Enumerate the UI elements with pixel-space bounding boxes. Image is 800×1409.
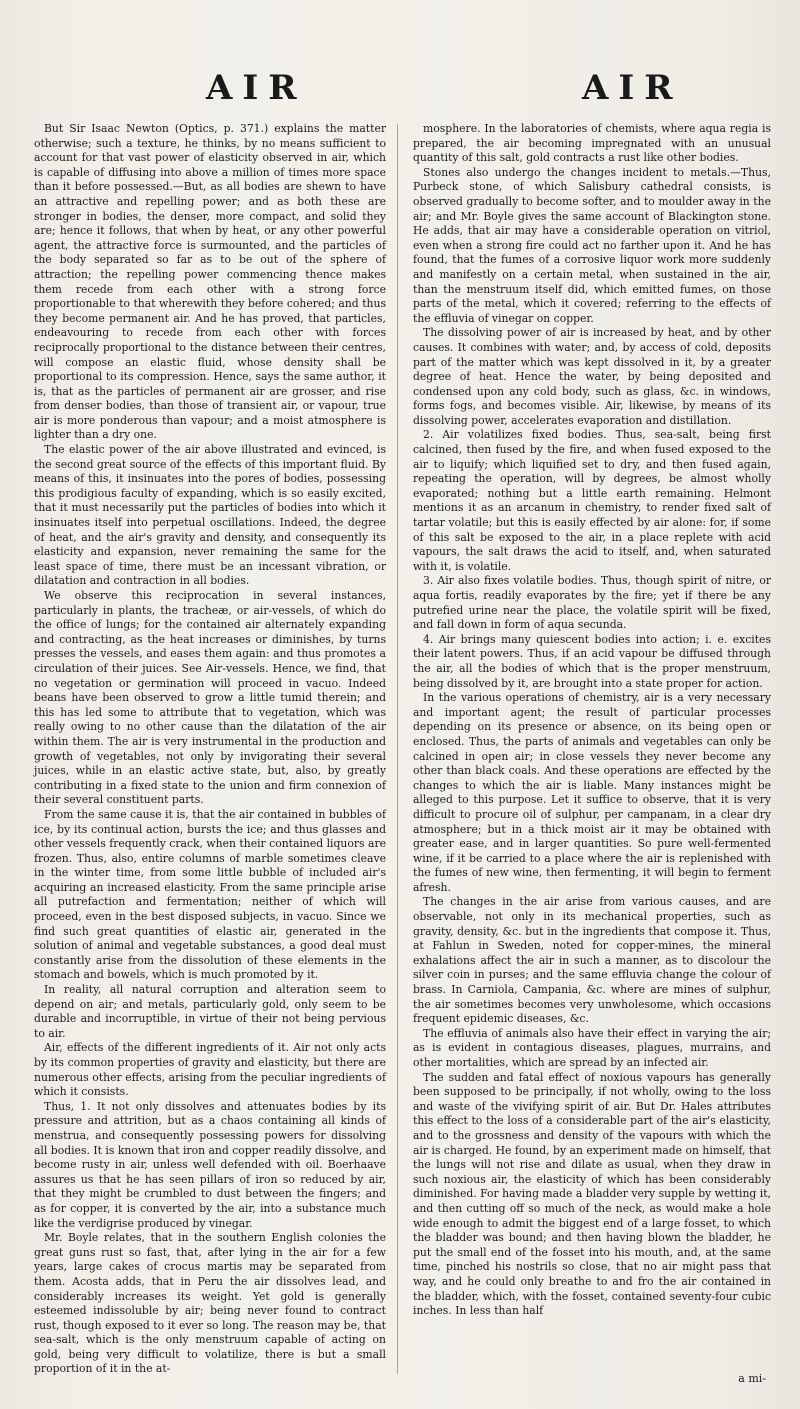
paragraph: But Sir Isaac Newton (Optics, p. 371.) explains the matter otherwise; such a texture, he thinks, by no means sufficient to account for that vast power of elasticity observed in air, which is capable of diffusing into above a million of times more space than it before possessed.—But, as all bodies are shewn to have an attractive and repelling power; and as both these are stronger in bodies, the denser, more compact, and solid they are; hence it follows, that when by heat, or any other powerful agent, the attractive force is surmounted, and the particles of the body separated so far as to be out of the sphere of attraction; the repelling power commencing thence makes them recede from each other with a strong force proportionable to that wherewith they before cohered; and thus they become permanent air. And he has proved, that particles, endeavouring to recede from each other with forces reciprocally proportional to the distance between their centres, will compose an elastic fluid, whose density shall be proportional to its compression. Hence, says the same author, it is, that as the particles of permanent air are grosser, and rise from denser bodies, than those of transient air, or vapour, true air is more ponderous than vapour; and a moist atmosphere is lighter than a dry one.: [34, 122, 386, 442]
paragraph: Stones also undergo the changes incident to metals.—Thus, Purbeck stone, of which Salisbury cathedral consists, is observed gradually to become softer, and to moulder away in the air; and Mr. Boyle gives the same account of Blackington stone. He adds, that air may have a considerable operation on vitriol, even when a strong fire could act no farther upon it. And he has found, that the fumes of a corrosive liquor work more suddenly and manifestly on a certain metal, when sustained in the air, than the menstruum itself did, which emitted fumes, on those parts of the metal, which it covered; referring to the effects of the effluvia of vinegar on copper.: [413, 165, 771, 325]
right-column: [413, 122, 771, 1319]
paragraph: The dissolving power of air is increased by heat, and by other causes. It combines with water; and, by access of cold, deposits part of the matter which was kept dissolved in it, by a greater degree of heat. Hence the water, by being deposited and condensed upon any cold body, such as glass, &c. in windows, forms fogs, and becomes visible. Air, likewise, by means of its dissolving power, accelerates evaporation and distillation.: [413, 326, 771, 427]
paragraph: In the various operations of chemistry, air is a very necessary and important agent; the result of particular processes depending on its presence or absence, on its being open or enclosed. Thus, the parts of animals and vegetables can only be calcined in open air; in close vessels they never become any other than black coals. And these operations are effected by the changes to which the air is liable. Many instances might be alleged to this purpose. Let it suffice to observe, that it is very difficult to procure oil of sulphur, per campanam, in a clear dry atmosphere; but in a thick moist air it may be obtained with greater ease, and in larger quantities. So pure well-fermented wine, if it be carried to a place where the air is replenished with the fumes of new wine, then fermenting, it will begin to ferment afresh.: [413, 691, 771, 894]
running-head-right: AIR: [582, 68, 683, 108]
paragraph: The sudden and fatal effect of noxious vapours has generally been supposed to be principally, if not wholly, owing to the loss and waste of the vivifying spirit of air. But Dr. Hales attributes this effect to the loss of a considerable part of the air's elasticity, and to the grossness and density of the vapours with which the air is charged. He found, by an experiment made on himself, that the lungs will not rise and dilate as usual, when they draw in such noxious air, the elasticity of which has been considerably diminished. For having made a bladder very supple by wetting it, and then cutting off so much of the neck, as would make a hole wide enough to admit the biggest end of a large fosset, to which the bladder was bound; and then having blown the bladder, he put the small end of the fosset into his mouth, and, at the same time, pinched his nostrils so close, that no air might pass that way, and he could only breathe to and fro the air contained in the bladder, which, with the fosset, contained seventy-four cubic inches. In less than half: [413, 1070, 771, 1318]
paragraph: Mr. Boyle relates, that in the southern English colonies the great guns rust so fast, that, after lying in the air for a few years, large cakes of crocus martis may be separated from them. Acosta adds, that in Peru the air dissolves lead, and considerably increases its weight. Yet gold is generally esteemed indissoluble by air; being never found to contract rust, though exposed to it ever so long. The reason may be, that sea-salt, which is the only menstruum capable of acting on gold, being very difficult to volatilize, there is but a small proportion of it in the at-: [34, 1231, 386, 1376]
paragraph: We observe this reciprocation in several instances, particularly in plants, the tracheæ, or air-vessels, of which do the office of lungs; for the contained air alternately expanding and contracting, as the heat increases or diminishes, by turns presses the vessels, and eases them again: and thus promotes a circulation of their juices. See Air-vessels. Hence, we find, that no vegetation or germination will proceed in vacuo. Indeed beans have been observed to grow a little tumid therein; and this has led some to attribute that to vegetation, which was really owing to no other cause than the dilatation of the air within them. The air is very instrumental in the production and growth of vegetables, not only by invigorating their several juices, while in an elastic active state, but, also, by greatly contributing in a fixed state to the union and firm connexion of their several constituent parts.: [34, 589, 386, 807]
paragraph: Air, effects of the different ingredients of it. Air not only acts by its common properties of gravity and elasticity, but there are numerous other effects, arising from the peculiar ingredients of which it consists.: [34, 1041, 386, 1099]
paragraph: In reality, all natural corruption and alteration seem to depend on air; and metals, particularly gold, only seem to be durable and incorruptible, in virtue of their not being pervious to air.: [34, 983, 386, 1040]
left-column: [34, 122, 386, 1377]
running-head-left: AIR: [206, 68, 307, 108]
paragraph: 2. Air volatilizes fixed bodies. Thus, sea-salt, being first calcined, then fused by the fire, and when fused exposed to the air to liquify; which liquified set to dry, and then fused again, repeating the operation, will by degrees, be almost wholly evaporated; nothing but a little earth remaining. Helmont mentions it as an arcanum in chemistry, to render fixed salt of tartar volatile; but this is easily effected by air alone: for, if some of this salt be exposed to the air, in a place replete with acid vapours, the salt draws the acid to itself, and, when saturated with it, is volatile.: [413, 428, 771, 573]
catchword: a mi-: [738, 1372, 766, 1385]
paragraph: The effluvia of animals also have their effect in varying the air; as is evident in contagious diseases, plagues, murrains, and other mortalities, which are spread by an infected air.: [413, 1026, 771, 1069]
paragraph: 4. Air brings many quiescent bodies into action; i. e. excites their latent powers. Thus, if an acid vapour be diffused through the air, all the bodies of which that is the proper menstruum, being dissolved by it, are brought into a state proper for action.: [413, 632, 771, 690]
paragraph: The elastic power of the air above illustrated and evinced, is the second great source of the effects of this important fluid. By means of this, it insinuates into the pores of bodies, possessing this prodigious faculty of expanding, which is so easily excited, that it must necessarily put the particles of bodies into which it insinuates itself into perpetual oscillations. Indeed, the degree of heat, and the air's gravity and density, and consequently its elasticity and expansion, never remaining the same for the least space of time, there must be an incessant vibration, or dilatation and contraction in all bodies.: [34, 443, 386, 588]
paragraph: The changes in the air arise from various causes, and are observable, not only in its mechanical properties, such as gravity, density, &c. but in the ingredients that compose it. Thus, at Fahlun in Sweden, noted for copper-mines, the mineral exhalations affect the air in such a manner, as to discolour the silver coin in purses; and the same effluvia change the colour of brass. In Carniola, Campania, &c. where are mines of sulphur, the air sometimes becomes very unwholesome, which occasions frequent epidemic diseases, &c.: [413, 895, 771, 1026]
paragraph: From the same cause it is, that the air contained in bubbles of ice, by its continual action, bursts the ice; and thus glasses and other vessels frequently crack, when their contained liquors are frozen. Thus, also, entire columns of marble sometimes cleave in the winter time, from some little bubble of included air's acquiring an increased elasticity. From the same principle arise all putrefaction and fermentation; neither of which will proceed, even in the best disposed subjects, in vacuo. Since we find such great quantities of elastic air, generated in the solution of animal and vegetable substances, a good deal must constantly arise from the dissolution of these elements in the stomach and bowels, which is much promoted by it.: [34, 807, 386, 982]
paragraph: 3. Air also fixes volatile bodies. Thus, though spirit of nitre, or aqua fortis, readily evaporates by the fire; yet if there be any putrefied urine near the place, the volatile spirit will be fixed, and fall down in form of aqua secunda.: [413, 574, 771, 632]
paragraph: mosphere. In the laboratories of chemists, where aqua regia is prepared, the air becoming impregnated with an unusual quantity of this salt, gold contracts a rust like other bodies.: [413, 122, 771, 165]
paragraph: Thus, 1. It not only dissolves and attenuates bodies by its pressure and attrition, but as a chaos containing all kinds of menstrua, and consequently possessing powers for dissolving all bodies. It is known that iron and copper readily dissolve, and become rusty in air, unless well defended with oil. Boerhaave assures us that he has seen pillars of iron so reduced by air, that they might be crumbled to dust between the fingers; and as for copper, it is converted by the air, into a substance much like the verdigrise produced by vinegar.: [34, 1099, 386, 1230]
column-divider: [397, 124, 398, 1374]
